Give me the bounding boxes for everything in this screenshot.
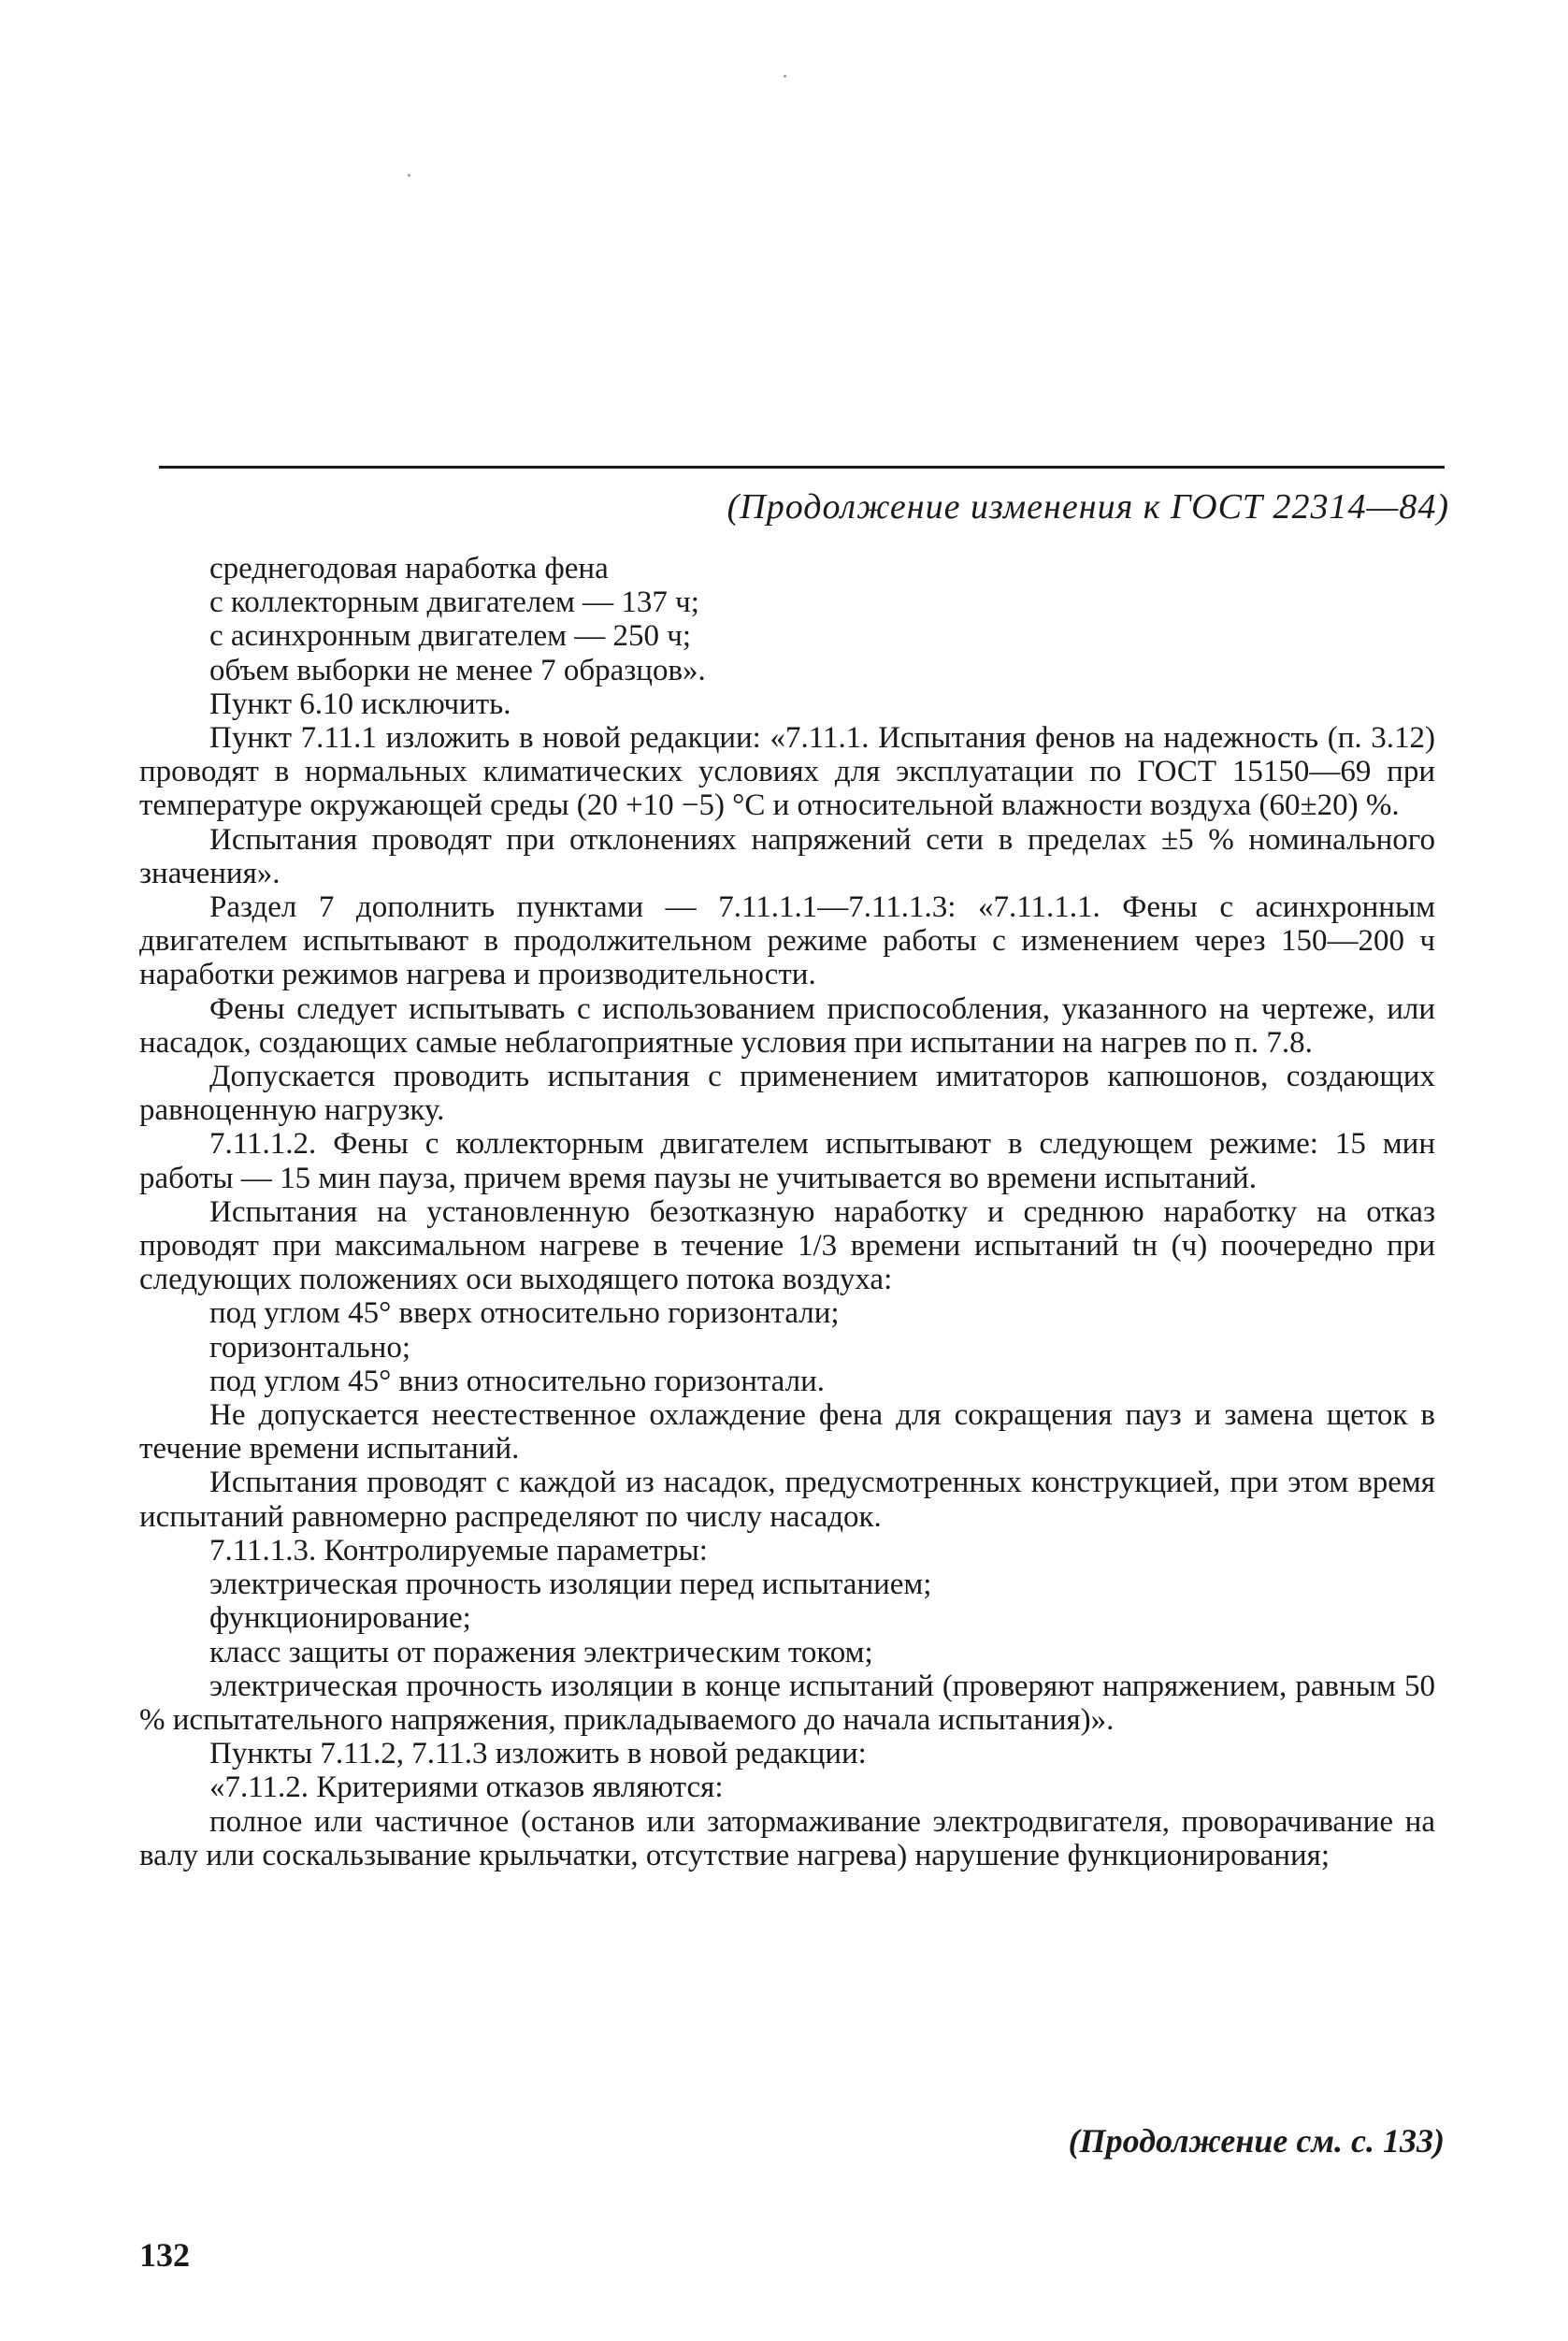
paragraph: Испытания проводят с каждой из насадок, предусмотренных конструкцией, при этом время испытаний равномерно распределяют по числу насадок.	[139, 1466, 1435, 1534]
paragraph: Допускается проводить испытания с применением имитаторов капюшонов, создающих равноценную нагрузку.	[139, 1060, 1435, 1128]
paragraph: горизонтально;	[209, 1330, 410, 1365]
paragraph: 7.11.1.2. Фены с коллекторным двигателем испытывают в следующем режиме: 15 мин работы — 15 мин пауза, причем время паузы не учитывается во времени испытаний.	[139, 1127, 1435, 1195]
paragraph: электрическая прочность изоляции в конце испытаний (проверяют напряжением, равным 50 % испытательного напряжения, прикладываемого до начала испытания)».	[139, 1669, 1435, 1737]
paragraph: класс защиты от поражения электрическим током;	[209, 1635, 873, 1669]
page-number: 132	[139, 2236, 190, 2274]
paragraph: среднегодовая наработка фена	[209, 552, 609, 585]
paragraph: Испытания на установленную безотказную наработку и среднюю наработку на отказ проводят при максимальном нагреве в течение 1/3 времени испытаний tн (ч) поочередно при следующих положениях оси выходящего потока воздуха:	[139, 1194, 1435, 1297]
paragraph: Пункт 6.10 исключить.	[209, 686, 511, 721]
paragraph: с коллекторным двигателем — 137 ч;	[209, 585, 699, 620]
paragraph: объем выборки не менее 7 образцов».	[209, 653, 706, 687]
paragraph: электрическая прочность изоляции перед испытанием;	[209, 1568, 932, 1602]
scan-speck	[408, 174, 410, 177]
paragraph: Фены следует испытывать с использованием приспособления, указанного на чертеже, или насадок, создающих самые неблагоприятные условия при испытании на нагрев по п. 7.8.	[139, 991, 1435, 1060]
document-body	[139, 552, 1435, 1872]
paragraph: 7.11.1.3. Контролируемые параметры:	[209, 1533, 708, 1568]
paragraph: под углом 45° вниз относительно горизонтали.	[209, 1364, 826, 1398]
continuation-note: (Продолжение см. с. 133)	[1068, 2122, 1445, 2160]
paragraph: под углом 45° вверх относительно горизонтали;	[209, 1296, 840, 1331]
paragraph: Пункты 7.11.2, 7.11.3 изложить в новой редакции:	[209, 1737, 867, 1771]
paragraph: «7.11.2. Критериями отказов являются:	[209, 1770, 724, 1805]
header-rule	[159, 466, 1445, 469]
paragraph: Не допускается неестественное охлаждение фена для сокращения пауз и замена щеток в течение времени испытаний.	[139, 1398, 1435, 1467]
paragraph: Раздел 7 дополнить пунктами — 7.11.1.1—7.11.1.3: «7.11.1.1. Фены с асинхронным двигателем испытывают в продолжительном режиме работы с изменением через 150—200 ч наработки режимов нагрева и производительности.	[139, 890, 1435, 992]
paragraph: Испытания проводят при отклонениях напряжений сети в пределах ±5 % номинального значения».	[139, 822, 1435, 890]
running-header: (Продолжение изменения к ГОСТ 22314—84)	[726, 487, 1449, 527]
paragraph: полное или частичное (останов или затормаживание электродвигателя, проворачивание на валу или соскальзывание крыльчатки, отсутствие нагрева) нарушение функционирования;	[139, 1804, 1435, 1872]
scan-speck	[784, 75, 786, 78]
paragraph: с асинхронным двигателем — 250 ч;	[209, 619, 692, 654]
paragraph: Пункт 7.11.1 изложить в новой редакции: «7.11.1. Испытания фенов на надежность (п. 3.12) проводят в нормальных климатических условиях для эксплуатации по ГОСТ 15150—69 при температуре окружающей среды (20 +10 −5) °С и относительной влажности воздуха (60±20) %.	[139, 721, 1435, 823]
paragraph: функционирование;	[209, 1601, 471, 1636]
